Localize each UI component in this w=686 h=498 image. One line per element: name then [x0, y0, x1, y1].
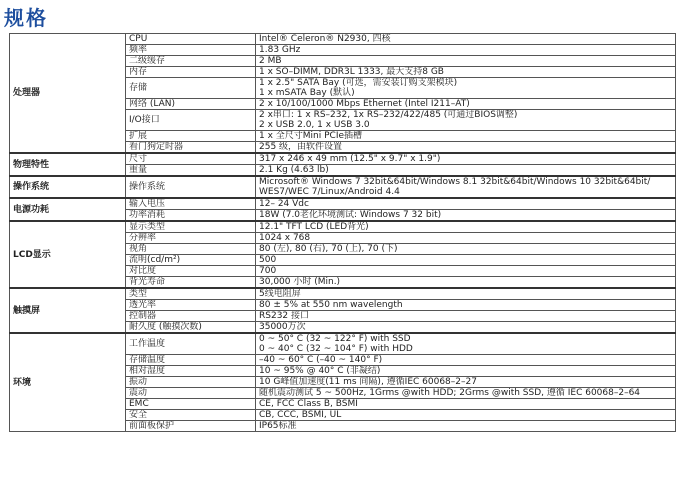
spec-value: 1.83 GHz	[256, 45, 676, 56]
spec-table-body	[10, 34, 676, 432]
spec-value: 2.1 Kg (4.63 lb)	[256, 165, 676, 177]
spec-value: IP65标准	[256, 421, 676, 432]
spec-value: 317 x 246 x 49 mm (12.5" x 9.7" x 1.9")	[256, 153, 676, 165]
spec-value: 0 ~ 50° C (32 ~ 122° F) with SSD 0 ~ 40° C (32 ~ 104° F) with HDD	[256, 333, 676, 355]
spec-label: 分辨率	[126, 233, 256, 244]
spec-label: 显示类型	[126, 221, 256, 233]
spec-value: 18W (7.0老化环境测试: Windows 7 32 bit)	[256, 210, 676, 222]
spec-value: 2 x 10/100/1000 Mbps Ethernet (Intel I211–AT)	[256, 99, 676, 110]
spec-value: 80 ± 5% at 550 nm wavelength	[256, 300, 676, 311]
spec-label: 输入电压	[126, 198, 256, 210]
spec-label: 类型	[126, 288, 256, 300]
spec-label: 震动	[126, 388, 256, 399]
spec-value: 2 x串口: 1 x RS–232, 1x RS–232/422/485 (可通过BIOS调整) 2 x USB 2.0, 1 x USB 3.0	[256, 110, 676, 131]
spec-row	[10, 34, 676, 45]
spec-value: 10 G峰值加速度(11 ms 间隔), 遵循IEC 60068–2–27	[256, 377, 676, 388]
spec-label: 网络 (LAN)	[126, 99, 256, 110]
spec-row	[10, 198, 676, 210]
spec-row	[10, 221, 676, 233]
category-label: 物理特性	[10, 153, 126, 176]
spec-label: 二级缓存	[126, 56, 256, 67]
spec-value: 80 (左), 80 (右), 70 (上), 70 (下)	[256, 244, 676, 255]
spec-row	[10, 153, 676, 165]
spec-value: 12– 24 Vdc	[256, 198, 676, 210]
spec-value: 500	[256, 255, 676, 266]
spec-label: 视角	[126, 244, 256, 255]
spec-label: 对比度	[126, 266, 256, 277]
spec-label: EMC	[126, 399, 256, 410]
spec-label: 内存	[126, 67, 256, 78]
spec-label: 存储温度	[126, 355, 256, 366]
spec-label: 透光率	[126, 300, 256, 311]
spec-label: I/O接口	[126, 110, 256, 131]
spec-value: 12.1" TFT LCD (LED背光)	[256, 221, 676, 233]
page-title: 规格	[4, 6, 48, 30]
spec-value: Intel® Celeron® N2930, 四核	[256, 34, 676, 45]
spec-value: 700	[256, 266, 676, 277]
spec-value: 1 x 2.5" SATA Bay (可选，需安装订购支架模块) 1 x mSATA Bay (默认)	[256, 78, 676, 99]
spec-value: 随机震动测试 5 ~ 500Hz, 1Grms @with HDD; 2Grms @with SSD, 遵循 IEC 60068–2–64	[256, 388, 676, 399]
spec-value: CE, FCC Class B, BSMI	[256, 399, 676, 410]
spec-value: 2 MB	[256, 56, 676, 67]
spec-value: CB, CCC, BSMI, UL	[256, 410, 676, 421]
spec-row	[10, 176, 676, 198]
category-label: 触摸屏	[10, 288, 126, 333]
category-label: 处理器	[10, 34, 126, 154]
spec-value: –40 ~ 60° C (–40 ~ 140° F)	[256, 355, 676, 366]
spec-label: 工作温度	[126, 333, 256, 355]
category-label: LCD显示	[10, 221, 126, 288]
spec-value: 35000万次	[256, 322, 676, 334]
spec-label: 操作系统	[126, 176, 256, 198]
spec-label: 频率	[126, 45, 256, 56]
category-label: 操作系统	[10, 176, 126, 198]
spec-label: 流明(cd/m²)	[126, 255, 256, 266]
spec-label: 振动	[126, 377, 256, 388]
spec-value: 1 x 全尺寸Mini PCIe插槽	[256, 131, 676, 142]
spec-value: 30,000 小时 (Min.)	[256, 277, 676, 289]
spec-label: 背光寿命	[126, 277, 256, 289]
spec-value: RS232 接口	[256, 311, 676, 322]
spec-label: 安全	[126, 410, 256, 421]
spec-label: 看门狗定时器	[126, 142, 256, 154]
category-label: 电源功耗	[10, 198, 126, 221]
spec-value: 5线电阻屏	[256, 288, 676, 300]
spec-row	[10, 288, 676, 300]
spec-table	[9, 33, 676, 432]
spec-value: Microsoft® Windows 7 32bit&64bit/Windows 8.1 32bit&64bit/Windows 10 32bit&64bit/ WES7/WEC 7/Linux/Android 4.4	[256, 176, 676, 198]
spec-label: 相对湿度	[126, 366, 256, 377]
category-label: 环境	[10, 333, 126, 432]
spec-value: 255 级，由软件设置	[256, 142, 676, 154]
spec-label: 扩展	[126, 131, 256, 142]
spec-value: 10 ~ 95% @ 40° C (非凝结)	[256, 366, 676, 377]
spec-value: 1024 x 768	[256, 233, 676, 244]
spec-row	[10, 333, 676, 355]
spec-label: 功率消耗	[126, 210, 256, 222]
spec-label: 控制器	[126, 311, 256, 322]
spec-label: CPU	[126, 34, 256, 45]
spec-value: 1 x SO–DIMM, DDR3L 1333, 最大支持8 GB	[256, 67, 676, 78]
spec-label: 存储	[126, 78, 256, 99]
spec-label: 耐久度 (触摸次数)	[126, 322, 256, 334]
spec-label: 前面板保护	[126, 421, 256, 432]
spec-label: 重量	[126, 165, 256, 177]
spec-label: 尺寸	[126, 153, 256, 165]
